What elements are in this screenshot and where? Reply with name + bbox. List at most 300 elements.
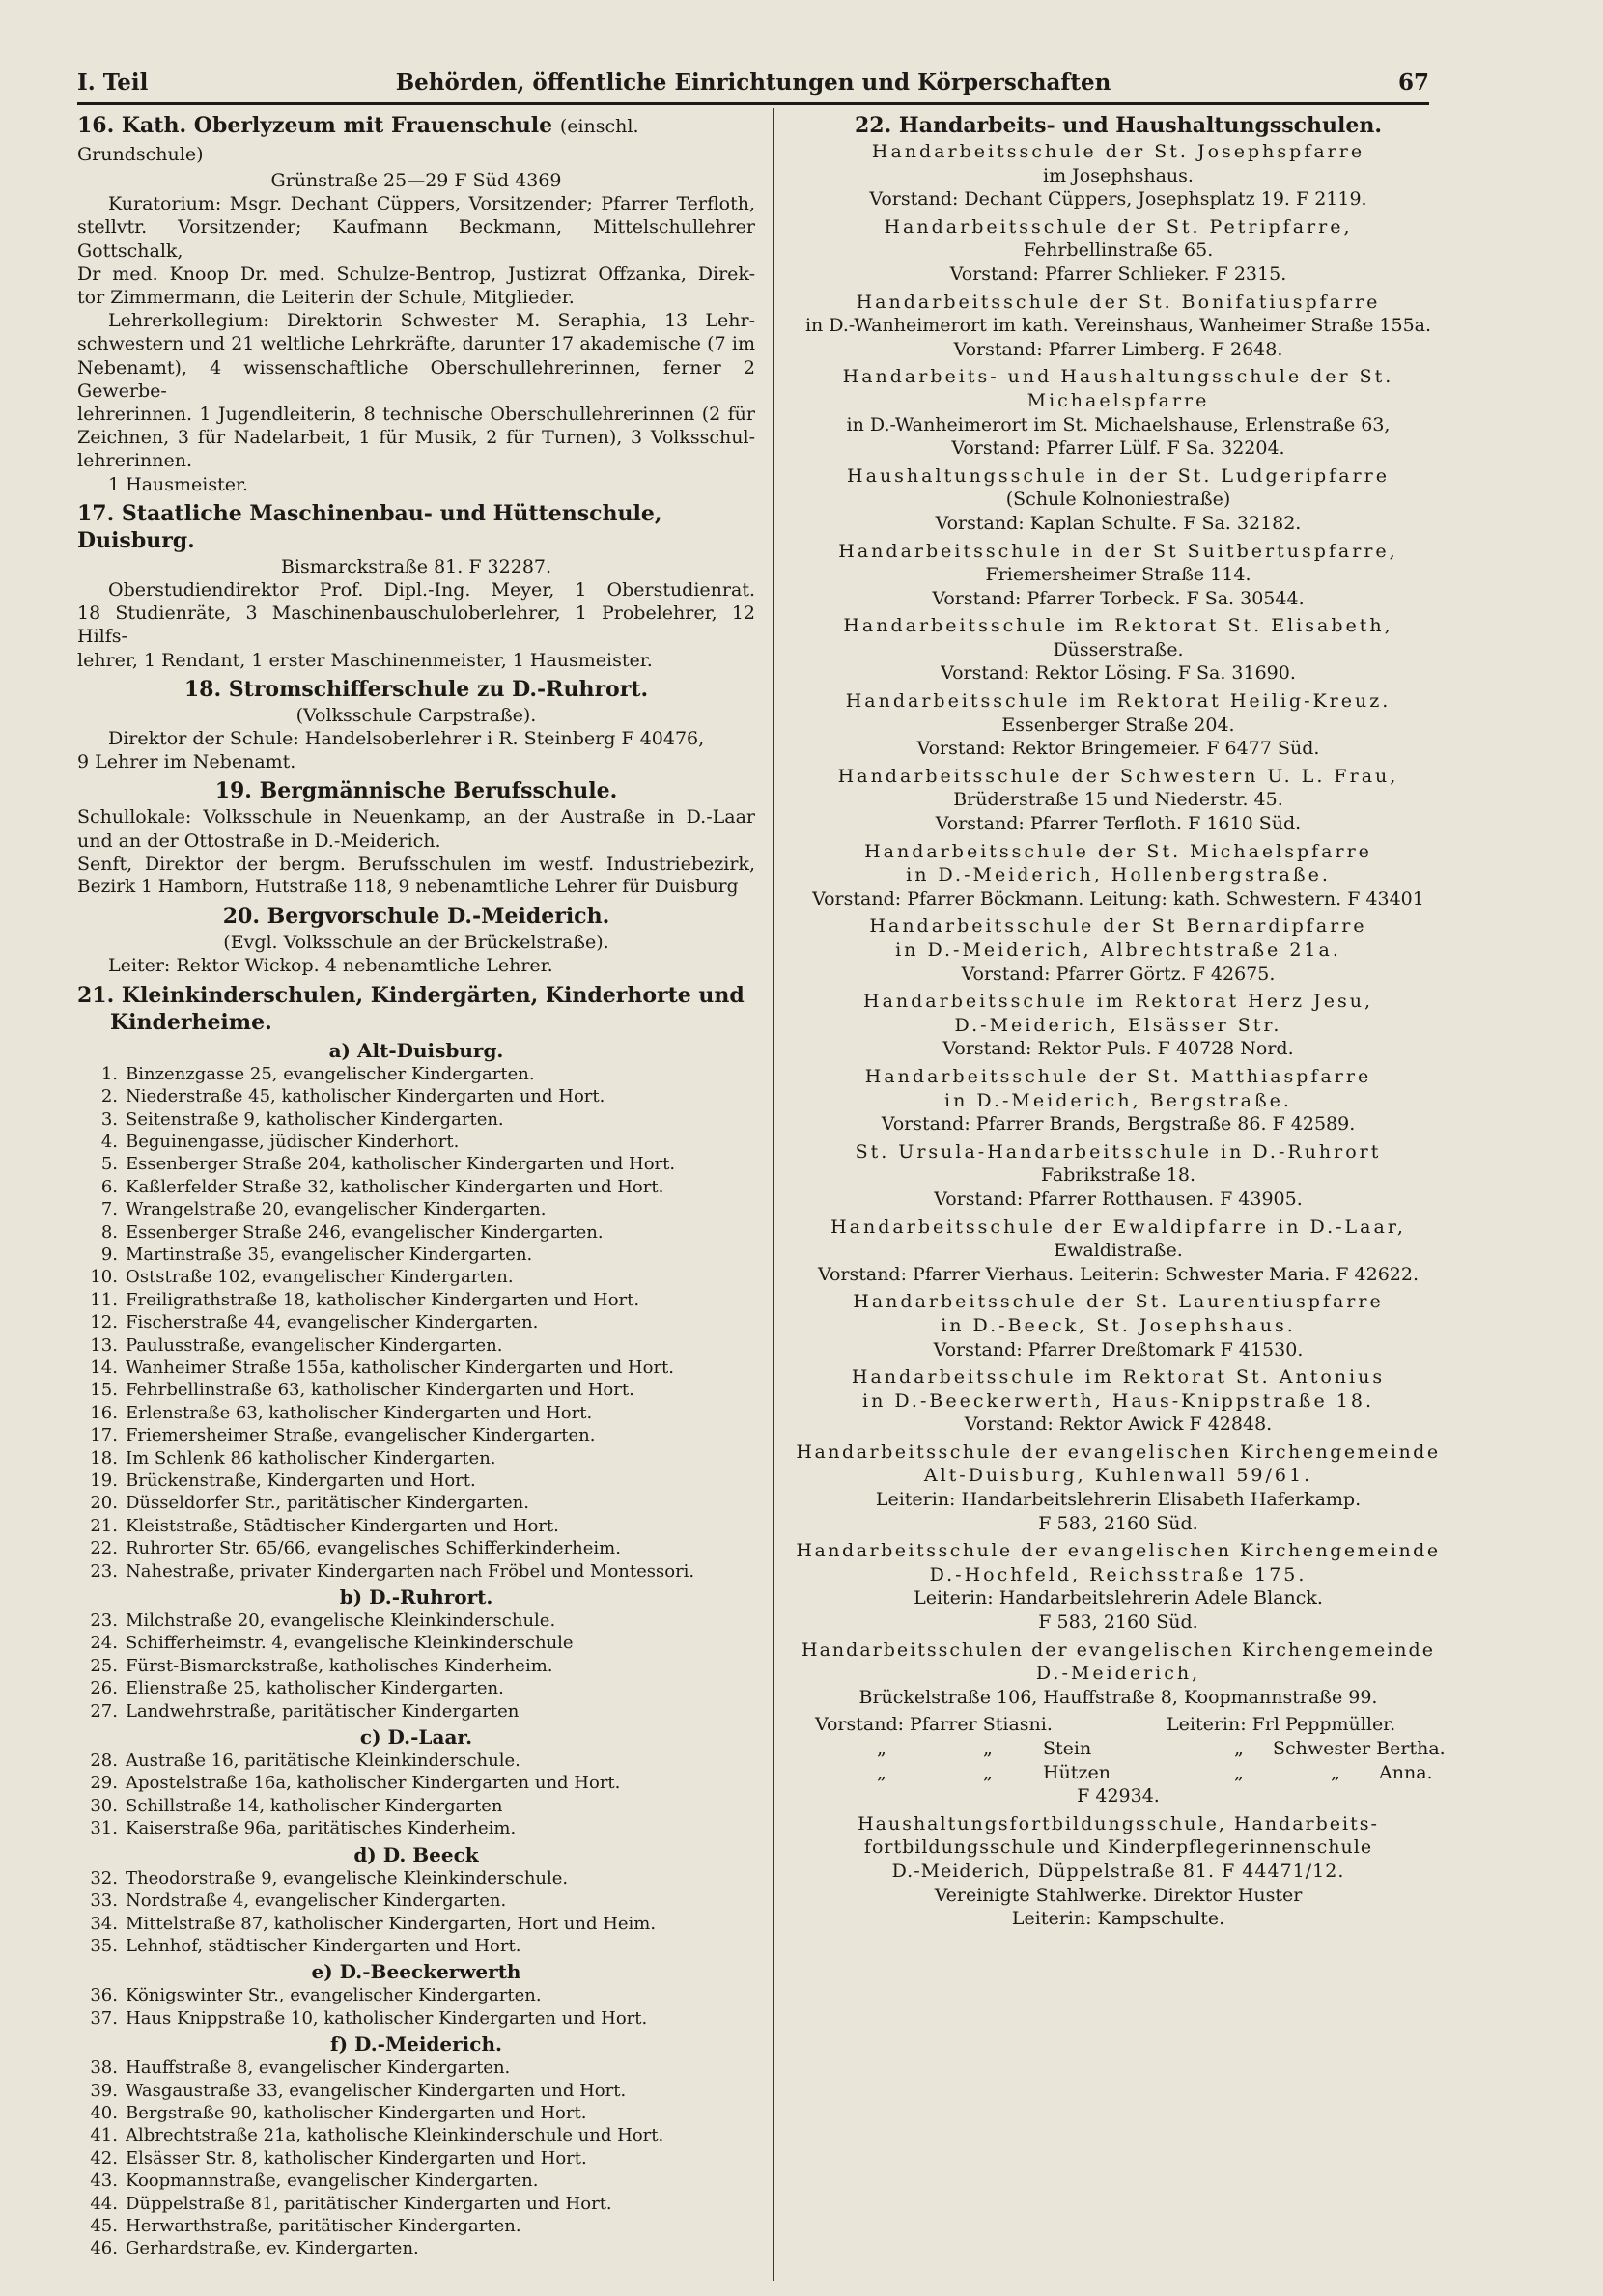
text-line: Schullokale: Volksschule in Neuenkamp, an der Austraße in D.-Laar xyxy=(77,806,755,828)
entry-heading: in D.-Beeck, St. Josephshaus. xyxy=(941,1314,1296,1336)
section-title-text: 16. Kath. Oberlyzeum mit Frauenschule xyxy=(77,113,553,138)
entry-line: Vorstand: Pfarrer Görtz. F 42675. xyxy=(961,963,1276,985)
text-line: 1 Hausmeister. xyxy=(108,473,249,495)
entry-line: Ewaldistraße. xyxy=(1054,1240,1183,1262)
item-number: 15. xyxy=(90,1380,118,1401)
address: Bismarckstraße 81. F 32287. xyxy=(280,555,552,577)
list-item xyxy=(77,1795,755,1817)
item-text: Düsseldorfer Str., paritätischer Kindergarten. xyxy=(126,1493,529,1514)
text-line: Senft, Direktor der bergm. Berufsschulen im westf. Industriebezirk, xyxy=(77,853,755,875)
item-number: 45. xyxy=(90,2215,118,2236)
entry-heading: in D.-Meiderich, Bergstraße. xyxy=(944,1089,1292,1111)
school-entry xyxy=(790,1441,1447,1535)
text-line: Dr med. Knoop Dr. med. Schulze-Bentrop, Justizrat Offzanka, Direk- xyxy=(77,263,755,285)
entry-heading: Handarbeitsschule der Schwestern U. L. Frau, xyxy=(837,765,1399,787)
item-text: Albrechtstraße 21a, katholische Kleinkinderschule und Hort. xyxy=(126,2125,664,2146)
school-entry xyxy=(790,365,1447,460)
item-text: Wanheimer Straße 155a, katholischer Kindergarten und Hort. xyxy=(126,1357,675,1378)
staff-block xyxy=(790,1713,1447,1807)
item-text: Fehrbellinstraße 63, katholischer Kindergarten und Hort. xyxy=(126,1380,634,1401)
item-text: Binzenzgasse 25, evangelischer Kindergarten. xyxy=(126,1063,535,1084)
item-text: Gerhardstraße, ev. Kindergarten. xyxy=(126,2238,419,2259)
entry-heading: Michaelspfarre xyxy=(1026,389,1210,411)
item-number: 8. xyxy=(100,1221,118,1243)
district-heading: a) Alt-Duisburg. xyxy=(328,1038,504,1062)
section-title: 20. Bergvorschule D.-Meiderich. xyxy=(222,904,610,930)
item-text: Wrangelstraße 20, evangelischer Kindergarten. xyxy=(126,1199,547,1220)
staff-text: Leiterin: Frl Peppmüller. xyxy=(1167,1714,1396,1736)
text-line: Oberstudiendirektor Prof. Dipl.-Ing. Meyer, 1 Oberstudienrat. xyxy=(108,579,755,602)
section-16-text xyxy=(77,192,755,496)
item-text: Mittelstraße 87, katholischer Kindergarten, Hort und Heim. xyxy=(126,1913,657,1934)
item-number: 31. xyxy=(90,1818,118,1839)
staff-row xyxy=(790,1737,1447,1761)
entry-line: in D.-Wanheimerort im St. Michaelshause, Erlenstraße 63, xyxy=(846,413,1391,435)
entry-line: F 583, 2160 Süd. xyxy=(1038,1611,1198,1634)
ditto-mark: „ xyxy=(877,1738,886,1759)
section-title: 17. Staatliche Maschinenbau- und Hüttenschule, Duisburg. xyxy=(77,500,662,553)
list-item xyxy=(77,1311,755,1333)
entry-heading: Haushaltungsfortbildungsschule, Handarbeits- xyxy=(858,1812,1379,1834)
section-21 xyxy=(77,982,755,2260)
item-text: Landwehrstraße, paritätischer Kindergarten xyxy=(126,1700,520,1722)
item-text: Hauffstraße 8, evangelischer Kindergarten. xyxy=(126,2058,511,2079)
column-divider xyxy=(773,108,774,2281)
entry-heading: Handarbeitsschule im Rektorat St. Elisabeth, xyxy=(843,615,1393,637)
school-entry xyxy=(790,291,1447,362)
section-subtitle: (Volksschule Carpstraße). xyxy=(295,704,537,726)
list-item xyxy=(77,1610,755,1632)
kindergarten-list xyxy=(77,1038,755,2260)
item-number: 37. xyxy=(90,2007,118,2029)
school-entry xyxy=(790,1365,1447,1437)
entry-line: im Josephshaus. xyxy=(1043,164,1194,186)
item-number: 2. xyxy=(100,1086,118,1107)
item-number: 4. xyxy=(100,1131,118,1152)
text-line: Direktor der Schule: Handelsoberlehrer i R. Steinberg F 40476, xyxy=(108,728,705,750)
list-item xyxy=(77,1470,755,1492)
last-entry xyxy=(790,1812,1447,1931)
text-line: Lehrerkollegium: Direktorin Schwester M. Seraphia, 13 Lehr- xyxy=(108,310,755,332)
district-heading: b) D.-Ruhrort. xyxy=(339,1585,493,1610)
section-title-line: 21. Kleinkinderschulen, Kindergärten, Kinderhorte und xyxy=(77,982,745,1008)
entry-line: Leiterin: Handarbeitslehrerin Adele Blanck. xyxy=(914,1587,1323,1610)
item-text: Elienstraße 25, katholischer Kindergarten. xyxy=(126,1678,504,1699)
section-title: 19. Bergmännische Berufsschule. xyxy=(214,778,618,804)
staff-text: Vorstand: Pfarrer Stiasni. xyxy=(815,1714,1053,1736)
school-entry xyxy=(790,1140,1447,1212)
text-line: 9 Lehrer im Nebenamt. xyxy=(77,751,296,773)
item-number: 14. xyxy=(90,1357,118,1378)
item-text: Schillstraße 14, katholischer Kindergarten xyxy=(126,1795,503,1816)
entry-heading: in D.-Beeckerwerth, Haus-Knippstraße 18. xyxy=(862,1389,1374,1412)
entry-line: Brüderstraße 15 und Niederstr. 45. xyxy=(953,789,1283,811)
list-item xyxy=(77,1750,755,1772)
section-title: 22. Handarbeits- und Haushaltungsschulen. xyxy=(854,113,1383,138)
staff-row xyxy=(790,1713,1447,1737)
section-18 xyxy=(77,676,755,774)
item-number: 10. xyxy=(90,1267,118,1288)
item-number: 24. xyxy=(90,1633,118,1654)
list-item xyxy=(77,1655,755,1677)
list-item xyxy=(77,1537,755,1559)
entry-line: Vorstand: Pfarrer Terfloth. F 1610 Süd. xyxy=(935,813,1302,835)
list-item xyxy=(77,1447,755,1470)
item-text: Koopmannstraße, evangelischer Kindergarten. xyxy=(126,2170,539,2192)
entry-heading: D.-Meiderich, xyxy=(1035,1663,1201,1685)
entry-heading: Handarbeitsschule der St. Michaelspfarre xyxy=(864,840,1372,862)
list-item xyxy=(77,1176,755,1198)
text-line: 18 Studienräte, 3 Maschinenbauschuloberlehrer, 1 Probelehrer, 12 Hilfs- xyxy=(77,602,755,648)
item-number: 7. xyxy=(100,1199,118,1220)
list-item xyxy=(77,1772,755,1794)
list-item xyxy=(77,1357,755,1379)
section-title xyxy=(77,982,755,1036)
entry-heading: Handarbeits- und Haushaltungsschule der St. xyxy=(842,366,1394,388)
entry-heading: Handarbeitsschule der evangelischen Kirchengemeinde xyxy=(796,1441,1441,1463)
item-number: 25. xyxy=(90,1655,118,1676)
entry-line: Essenberger Straße 204. xyxy=(1001,714,1235,736)
entry-heading: Handarbeitsschule der Ewaldipfarre in D.-Laar, xyxy=(830,1216,1406,1238)
entry-line: Vorstand: Pfarrer Torbeck. F Sa. 30544. xyxy=(932,587,1305,609)
item-number: 22. xyxy=(90,1538,118,1559)
ditto-mark: „ xyxy=(1331,1761,1340,1783)
list-item xyxy=(77,1677,755,1699)
item-number: 23. xyxy=(90,1610,118,1632)
item-text: Paulusstraße, evangelischer Kindergarten. xyxy=(126,1334,503,1356)
entry-heading: Handarbeitsschule der St. Petripfarre, xyxy=(884,215,1353,238)
entry-line: Vorstand: Pfarrer Lülf. F Sa. 32204. xyxy=(951,437,1285,460)
text-line: schwestern und 21 weltliche Lehrkräfte, darunter 17 akademische (7 im xyxy=(77,333,755,355)
school-entry xyxy=(790,540,1447,611)
list-item xyxy=(77,1334,755,1357)
entry-line: Fehrbellinstraße 65. xyxy=(1023,239,1214,262)
entry-heading: D.-Meiderich, Düppelstraße 81. F 44471/12. xyxy=(891,1860,1345,1882)
item-text: Bergstraße 90, katholischer Kindergarten und Hort. xyxy=(126,2102,587,2123)
entry-heading: Handarbeitsschule der St. Bonifatiuspfarre xyxy=(856,291,1381,313)
staff-row xyxy=(790,1761,1447,1785)
item-number: 28. xyxy=(90,1750,118,1772)
ditto-mark: „ xyxy=(983,1761,993,1783)
school-entry xyxy=(790,464,1447,536)
item-number: 41. xyxy=(90,2125,118,2146)
entry-heading: Handarbeitsschulen der evangelischen Kirchengemeinde xyxy=(802,1638,1435,1661)
item-text: Theodorstraße 9, evangelische Kleinkinderschule. xyxy=(126,1867,569,1889)
item-text: Schifferheimstr. 4, evangelische Kleinkinderschule xyxy=(126,1633,574,1654)
item-number: 1. xyxy=(100,1063,118,1084)
list-item xyxy=(77,1289,755,1311)
list-item xyxy=(77,1108,755,1131)
item-text: Kaiserstraße 96a, paritätisches Kinderheim. xyxy=(126,1818,517,1839)
entry-line: in D.-Wanheimerort im kath. Vereinshaus, Wanheimer Straße 155a. xyxy=(804,315,1432,337)
list-item xyxy=(77,1935,755,1957)
phone-line: F 42934. xyxy=(1077,1785,1160,1807)
entry-line: Vorstand: Dechant Cüppers, Josephsplatz 19. F 2119. xyxy=(869,188,1367,210)
item-number: 26. xyxy=(90,1678,118,1699)
entry-line: Leiterin: Kampschulte. xyxy=(1011,1908,1225,1930)
item-text: Nahestraße, privater Kindergarten nach Fröbel und Montessori. xyxy=(126,1560,695,1582)
list-item xyxy=(77,1402,755,1424)
section-16 xyxy=(77,112,755,496)
item-text: Beguinengasse, jüdischer Kinderhort. xyxy=(126,1131,460,1152)
entry-heading: Alt-Duisburg, Kuhlenwall 59/61. xyxy=(923,1465,1313,1487)
entry-line: Vorstand: Pfarrer Dreßtomark F 41530. xyxy=(933,1338,1304,1360)
item-number: 34. xyxy=(90,1913,118,1934)
staff-text: Hützen xyxy=(1043,1761,1111,1783)
staff-text: Schwester Bertha. xyxy=(1273,1738,1446,1759)
item-text: Apostelstraße 16a, katholischer Kindergarten und Hort. xyxy=(126,1773,621,1794)
school-entry xyxy=(790,689,1447,761)
item-number: 42. xyxy=(90,2147,118,2169)
item-text: Erlenstraße 63, katholischer Kindergarten und Hort. xyxy=(126,1402,593,1423)
section-title-line: Kinderheime. xyxy=(110,1009,272,1035)
item-text: Nordstraße 4, evangelischer Kindergarten. xyxy=(126,1890,507,1912)
item-number: 20. xyxy=(90,1493,118,1514)
entry-line: Vorstand: Rektor Bringemeier. F 6477 Süd. xyxy=(916,738,1320,760)
running-header xyxy=(77,68,1429,105)
text-line: tor Zimmermann, die Leiterin der Schule, Mitglieder. xyxy=(77,287,575,309)
entry-heading: Haushaltungsschule in der St. Ludgeripfarre xyxy=(847,464,1390,487)
list-item xyxy=(77,1984,755,2006)
list-item xyxy=(77,1063,755,1085)
list-item xyxy=(77,2147,755,2170)
entry-heading: Handarbeitsschule im Rektorat Herz Jesu, xyxy=(863,991,1373,1013)
section-17 xyxy=(77,500,755,672)
list-item xyxy=(77,1913,755,1935)
left-column xyxy=(77,108,755,2281)
entry-line: Brückelstraße 106, Hauffstraße 8, Koopmannstraße 99. xyxy=(858,1686,1378,1708)
school-entry xyxy=(790,1290,1447,1361)
entry-line: (Schule Kolnoniestraße) xyxy=(1005,489,1231,511)
item-number: 13. xyxy=(90,1334,118,1356)
entry-heading: in D.-Meiderich, Hollenbergstraße. xyxy=(906,864,1331,886)
item-number: 33. xyxy=(90,1890,118,1912)
entry-line: Düsserstraße. xyxy=(1053,638,1184,660)
item-text: Freiligrathstraße 18, katholischer Kindergarten und Hort. xyxy=(126,1289,640,1310)
item-number: 18. xyxy=(90,1447,118,1469)
item-number: 36. xyxy=(90,1985,118,2006)
item-text: Essenberger Straße 246, evangelischer Kindergarten. xyxy=(126,1221,604,1243)
section-19 xyxy=(77,777,755,899)
district-heading: f) D.-Meiderich. xyxy=(330,2032,502,2057)
ditto-mark: „ xyxy=(877,1761,886,1783)
ditto-mark: „ xyxy=(1234,1738,1244,1759)
list-item xyxy=(77,2124,755,2146)
text-line: Kuratorium: Msgr. Dechant Cüppers, Vorsitzender; Pfarrer Terfloth, xyxy=(108,193,755,215)
item-text: Friemersheimer Straße, evangelischer Kindergarten. xyxy=(126,1425,596,1446)
list-item xyxy=(77,2193,755,2215)
header-title: Behörden, öffentliche Einrichtungen und Körperschaften xyxy=(395,70,1111,96)
list-item xyxy=(77,1560,755,1582)
list-item xyxy=(77,2080,755,2102)
item-text: Kleiststraße, Städtischer Kindergarten und Hort. xyxy=(126,1515,559,1536)
item-text: Ruhrorter Str. 65/66, evangelisches Schifferkinderheim. xyxy=(126,1538,621,1559)
section-title-suffix: (einschl. Grundschule) xyxy=(77,116,639,165)
item-number: 46. xyxy=(90,2238,118,2259)
item-text: Düppelstraße 81, paritätischer Kindergarten und Hort. xyxy=(126,2193,612,2214)
list-item xyxy=(77,2170,755,2192)
list-item xyxy=(77,2007,755,2030)
list-item xyxy=(77,1515,755,1537)
school-entries xyxy=(790,140,1447,1709)
entry-line: Vorstand: Pfarrer Limberg. F 2648. xyxy=(953,338,1283,360)
text-line: lehrerinnen. xyxy=(77,450,193,472)
item-text: Austraße 16, paritätische Kleinkinderschule. xyxy=(126,1750,520,1772)
text-line: Zeichnen, 3 für Nadelarbeit, 1 für Musik, 2 für Turnen), 3 Volksschul- xyxy=(77,427,755,449)
item-number: 12. xyxy=(90,1312,118,1333)
item-text: Im Schlenk 86 katholischer Kindergarten. xyxy=(126,1447,496,1469)
right-column xyxy=(790,108,1447,2281)
item-text: Milchstraße 20, evangelische Kleinkinderschule. xyxy=(126,1610,556,1632)
item-number: 32. xyxy=(90,1867,118,1889)
item-text: Seitenstraße 9, katholischer Kindergarten. xyxy=(126,1108,504,1130)
entry-line: Vereinigte Stahlwerke. Direktor Huster xyxy=(934,1884,1303,1906)
text-line: stellvtr. Vorsitzender; Kaufmann Beckmann, Mittelschullehrer Gottschalk, xyxy=(77,216,755,262)
item-number: 19. xyxy=(90,1470,118,1491)
item-text: Oststraße 102, evangelischer Kindergarten. xyxy=(126,1267,514,1288)
entry-heading: St. Ursula-Handarbeitsschule in D.-Ruhrort xyxy=(855,1140,1382,1162)
item-number: 3. xyxy=(100,1108,118,1130)
item-number: 5. xyxy=(100,1154,118,1175)
entry-heading: Handarbeitsschule der St. Josephspfarre xyxy=(871,141,1365,162)
entry-heading: Handarbeitsschule der St Bernardipfarre xyxy=(869,915,1367,938)
list-item xyxy=(77,1492,755,1514)
district-heading: d) D. Beeck xyxy=(353,1842,479,1866)
item-number: 17. xyxy=(90,1425,118,1446)
district-heading: c) D.-Laar. xyxy=(359,1725,473,1750)
item-number: 23. xyxy=(90,1560,118,1582)
text-line: Nebenamt), 4 wissenschaftliche Oberschullehrerinnen, ferner 2 Gewerbe- xyxy=(77,356,755,402)
item-number: 6. xyxy=(100,1176,118,1197)
item-text: Brückenstraße, Kindergarten und Hort. xyxy=(126,1470,476,1491)
item-text: Fischerstraße 44, evangelischer Kindergarten. xyxy=(126,1312,539,1333)
page-number: 67 xyxy=(1397,70,1429,96)
item-text: Elsässer Str. 8, katholischer Kindergarten und Hort. xyxy=(126,2147,587,2169)
school-entry xyxy=(790,215,1447,287)
list-item xyxy=(77,1379,755,1401)
entry-line: Vorstand: Pfarrer Böckmann. Leitung: kath. Schwestern. F 43401 xyxy=(812,887,1424,910)
entry-heading: fortbildungsschule und Kinderpflegerinnenschule xyxy=(863,1836,1373,1859)
ditto-mark: „ xyxy=(983,1738,993,1759)
item-text: Haus Knippstraße 10, katholischer Kindergarten und Hort. xyxy=(126,2007,648,2029)
list-item xyxy=(77,2237,755,2259)
section-title xyxy=(77,112,755,168)
list-item xyxy=(77,1867,755,1890)
item-text: Lehnhof, städtischer Kindergarten und Hort. xyxy=(126,1935,521,1956)
school-entry xyxy=(790,990,1447,1061)
district-heading: e) D.-Beeckerwerth xyxy=(311,1960,521,1984)
item-text: Martinstraße 35, evangelischer Kindergarten. xyxy=(126,1244,533,1265)
text-line: Leiter: Rektor Wickop. 4 nebenamtliche Lehrer. xyxy=(108,955,553,977)
list-item xyxy=(77,1221,755,1244)
list-item xyxy=(77,1890,755,1912)
entry-line: Vorstand: Pfarrer Schlieker. F 2315. xyxy=(949,263,1287,285)
ditto-mark: „ xyxy=(1234,1761,1244,1783)
section-title: 18. Stromschifferschule zu D.-Ruhrort. xyxy=(183,676,649,702)
item-number: 21. xyxy=(90,1515,118,1536)
entry-line: Vorstand: Pfarrer Brands, Bergstraße 86. F 42589. xyxy=(881,1113,1356,1135)
school-entry xyxy=(790,1216,1447,1287)
entry-heading: D.-Hochfeld, Reichsstraße 175. xyxy=(929,1563,1308,1585)
entry-heading: Handarbeitsschule in der St Suitbertuspfarre, xyxy=(838,540,1398,562)
item-number: 40. xyxy=(90,2102,118,2123)
list-item xyxy=(77,1817,755,1839)
entry-heading: Handarbeitsschule der evangelischen Kirchengemeinde xyxy=(796,1540,1441,1562)
item-number: 39. xyxy=(90,2080,118,2101)
text-line: lehrerinnen. 1 Jugendleiterin, 8 technische Oberschullehrerinnen (2 für xyxy=(77,404,755,426)
school-entry xyxy=(790,1539,1447,1634)
item-number: 16. xyxy=(90,1402,118,1423)
school-entry xyxy=(790,140,1447,211)
item-number: 9. xyxy=(100,1244,118,1265)
item-number: 27. xyxy=(90,1700,118,1722)
item-number: 38. xyxy=(90,2058,118,2079)
entry-line: F 583, 2160 Süd. xyxy=(1038,1512,1198,1534)
entry-line: Vorstand: Kaplan Schulte. F Sa. 32182. xyxy=(935,512,1302,534)
entry-line: Vorstand: Pfarrer Rotthausen. F 43905. xyxy=(934,1188,1303,1210)
school-entry xyxy=(790,614,1447,686)
entry-line: Vorstand: Rektor Awick F 42848. xyxy=(964,1414,1273,1436)
entry-line: Vorstand: Rektor Lösing. F Sa. 31690. xyxy=(941,662,1296,685)
school-entry xyxy=(790,765,1447,836)
list-item xyxy=(77,1198,755,1220)
entry-line: Fabrikstraße 18. xyxy=(1040,1164,1196,1187)
school-entry xyxy=(790,1638,1447,1710)
list-item xyxy=(77,1700,755,1722)
item-text: Kaßlerfelder Straße 32, katholischer Kindergarten und Hort. xyxy=(126,1176,664,1197)
entry-heading: Handarbeitsschule im Rektorat Heilig-Kreuz. xyxy=(845,690,1392,713)
list-item xyxy=(77,2102,755,2124)
entry-line: Leiterin: Handarbeitslehrerin Elisabeth Haferkamp. xyxy=(875,1489,1362,1511)
item-number: 43. xyxy=(90,2170,118,2192)
text-line: lehrer, 1 Rendant, 1 erster Maschinenmeister, 1 Hausmeister. xyxy=(77,649,653,671)
text-line: Bezirk 1 Hamborn, Hutstraße 118, 9 nebenamtliche Lehrer für Duisburg xyxy=(77,877,739,898)
entry-line: Vorstand: Pfarrer Vierhaus. Leiterin: Schwester Maria. F 42622. xyxy=(817,1263,1419,1285)
section-20 xyxy=(77,903,755,977)
entry-heading: Handarbeitsschule der St. Laurentiuspfarre xyxy=(853,1291,1384,1313)
entry-heading: D.-Meiderich, Elsässer Str. xyxy=(954,1014,1282,1036)
school-entry xyxy=(790,1065,1447,1136)
list-item xyxy=(77,2215,755,2237)
school-entry xyxy=(790,840,1447,911)
item-text: Wasgaustraße 33, evangelischer Kindergarten und Hort. xyxy=(126,2080,627,2101)
school-entry xyxy=(790,914,1447,986)
item-text: Essenberger Straße 204, katholischer Kindergarten und Hort. xyxy=(126,1154,676,1175)
list-item xyxy=(77,1153,755,1175)
address: Grünstraße 25—29 F Süd 4369 xyxy=(270,170,562,191)
list-item xyxy=(77,1424,755,1446)
part-label: I. Teil xyxy=(77,70,149,96)
staff-text: Anna. xyxy=(1379,1761,1433,1783)
entry-heading: in D.-Meiderich, Albrechtstraße 21a. xyxy=(895,939,1341,961)
list-item xyxy=(77,1632,755,1654)
item-number: 30. xyxy=(90,1795,118,1816)
list-item xyxy=(77,2057,755,2079)
item-text: Königswinter Str., evangelischer Kindergarten. xyxy=(126,1985,542,2006)
item-number: 35. xyxy=(90,1935,118,1956)
item-number: 44. xyxy=(90,2193,118,2214)
entry-line: Friemersheimer Straße 114. xyxy=(985,564,1251,586)
entry-heading: Handarbeitsschule im Rektorat St. Antonius xyxy=(851,1366,1386,1388)
staff-text: Stein xyxy=(1043,1738,1092,1759)
list-item xyxy=(77,1266,755,1288)
item-number: 11. xyxy=(90,1289,118,1310)
item-text: Fürst-Bismarckstraße, katholisches Kinderheim. xyxy=(126,1655,553,1676)
item-text: Niederstraße 45, katholischer Kindergarten und Hort. xyxy=(126,1086,605,1107)
text-line: und an der Ottostraße in D.-Meiderich. xyxy=(77,829,441,852)
list-item xyxy=(77,1131,755,1153)
entry-line: Vorstand: Rektor Puls. F 40728 Nord. xyxy=(942,1038,1294,1060)
